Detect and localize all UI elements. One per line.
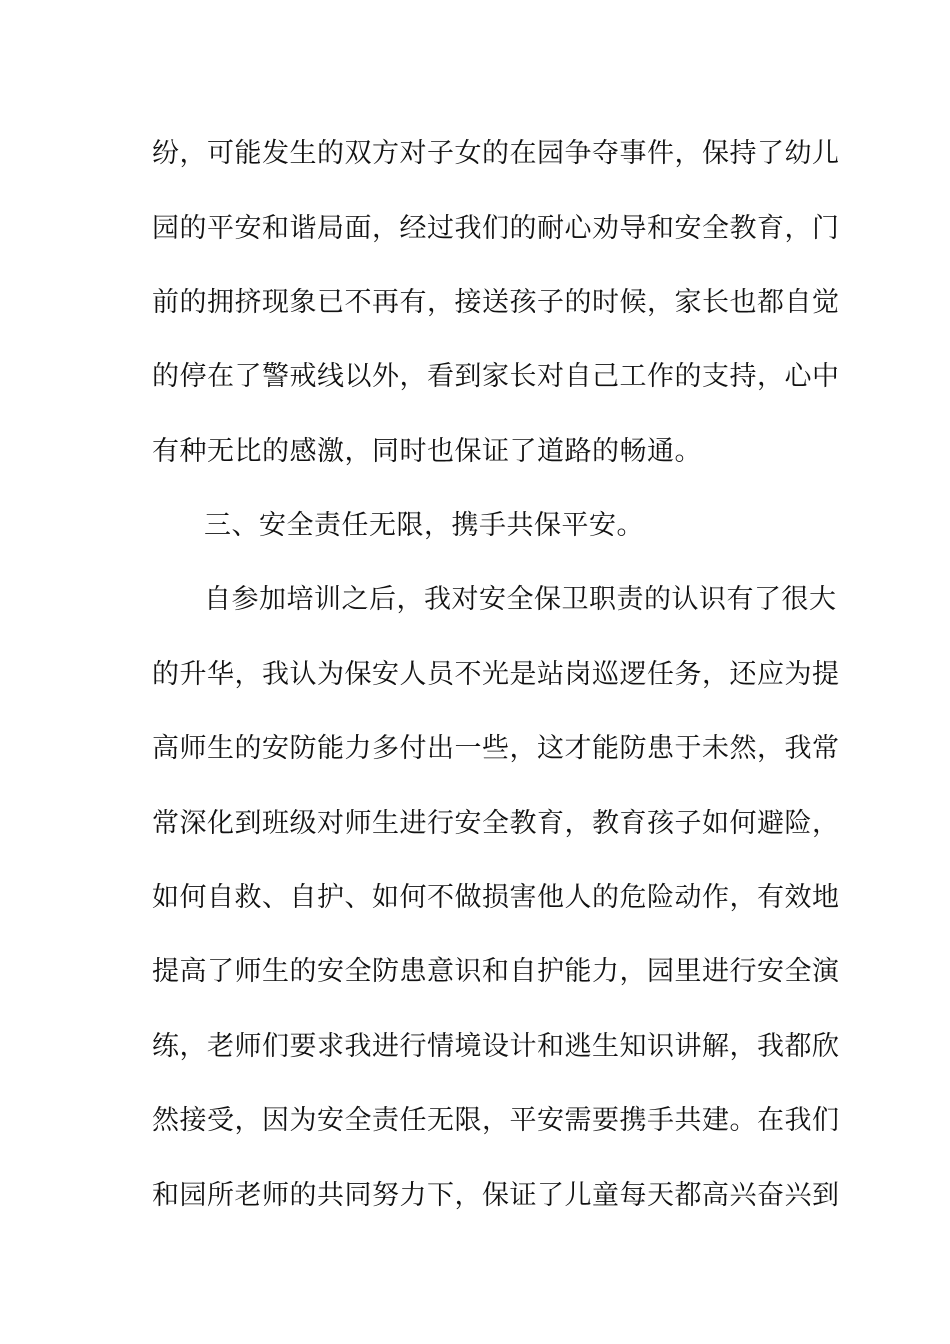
text-line: 有种无比的感激，同时也保证了道路的畅通。 [152,436,702,467]
text-line: 园的平安和谐局面，经过我们的耐心劝导和安全教育，门 [152,213,840,244]
text-line: 高师生的安防能力多付出一些，这才能防患于未然，我常 [152,733,840,764]
text-line: 纷，可能发生的双方对子女的在园争夺事件，保持了幼儿 [152,138,840,169]
text-line: 和园所老师的共同努力下，保证了儿童每天都高兴奋兴到 [152,1180,840,1211]
text-line: 然接受，因为安全责任无限，平安需要携手共建。在我们 [152,1105,840,1136]
text-line: 如何自救、自护、如何不做损害他人的危险动作，有效地 [152,882,840,913]
text-line: 的停在了警戒线以外，看到家长对自己工作的支持，心中 [152,361,840,392]
paragraph-first-line: 自参加培训之后，我对安全保卫职责的认识有了很大 [204,584,837,615]
text-line: 常深化到班级对师生进行安全教育，教育孩子如何避险， [152,808,840,839]
section-heading: 三、安全责任无限，携手共保平安。 [204,510,644,541]
text-line: 提高了师生的安全防患意识和自护能力，园里进行安全演 [152,956,840,987]
text-line: 练，老师们要求我进行情境设计和逃生知识讲解，我都欣 [152,1031,840,1062]
text-line: 的升华，我认为保安人员不光是站岗巡逻任务，还应为提 [152,659,840,690]
text-line: 前的拥挤现象已不再有，接送孩子的时候，家长也都自觉 [152,287,840,318]
